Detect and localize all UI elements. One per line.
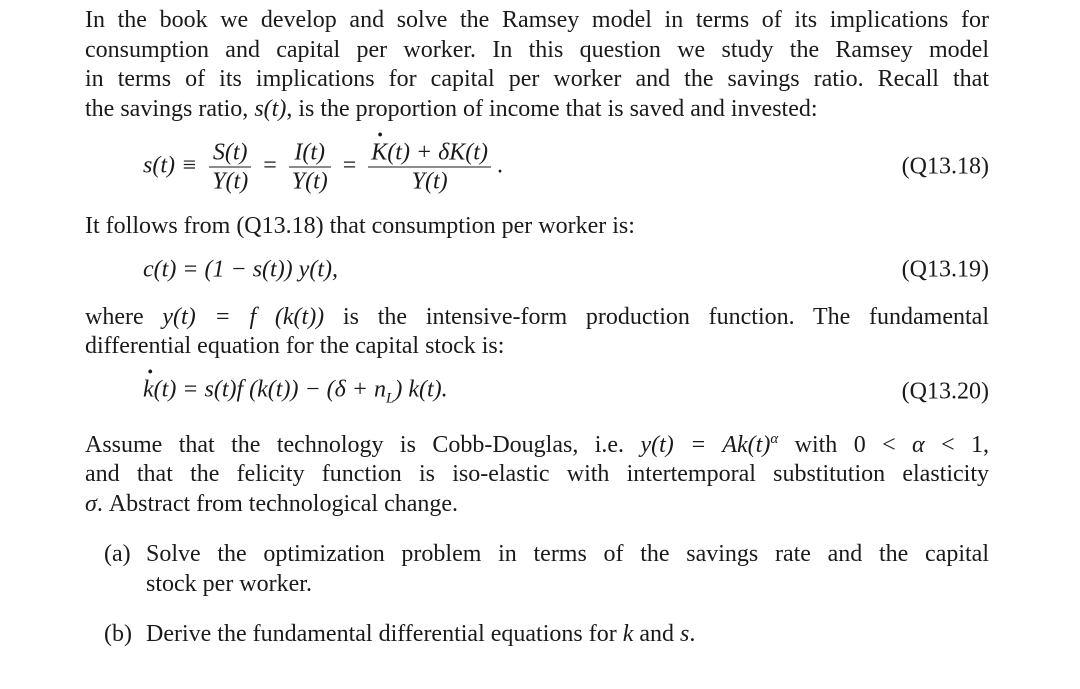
document-page xyxy=(85,6,989,650)
intro-line-3: in terms of its implications for capital per worker and the savings ratio. Recall that xyxy=(85,66,989,92)
follows-paragraph: It follows from (Q13.18) that consumption per worker is: xyxy=(85,213,635,239)
equation-label-q13-19: (Q13.19) xyxy=(901,256,989,282)
equation-label-q13-20: (Q13.20) xyxy=(901,378,989,404)
assume-line-1: Assume that the technology is Cobb-Douglas, i.e. $y(t) = Ak(t)^\alpha$ with 0 < α < 1, xyxy=(85,430,990,458)
k-dot: · K xyxy=(371,139,387,167)
item-label-b: (b) xyxy=(104,621,132,647)
assume-line-2: and that the felicity function is iso-elastic with intertemporal substitution elasticity xyxy=(85,461,989,487)
equation-q13-19: c(t) = (1 − s(t)) y(t), (Q13.19) xyxy=(143,256,989,282)
equals-sign-2: = xyxy=(342,152,357,179)
fraction-i-over-y: $\frac{I(t)}{Y(t)}$ xyxy=(289,139,331,196)
fraction-s-over-y: $\frac{S(t)}{Y(t)}$ xyxy=(209,139,251,196)
equation-label-q13-18: (Q13.18) xyxy=(901,153,989,180)
intro-paragraph xyxy=(85,6,989,124)
intro-line-4: the savings ratio, s(t), is the proportion of income that is saved and invested: xyxy=(85,95,818,122)
item-label-a: (a) xyxy=(104,541,131,567)
equation-q13-18: s(t) ≡ $\frac{S(t)}{Y(t)}$ = $\frac{I(t)}{Y(t)}$ = · $\frac{K(t) + \delta K(t)}{Y(t)}$ . (Q13.18) xyxy=(85,134,989,200)
where-line-1: where y(t) = f (k(t)) is the intensive-form production function. The fundamental xyxy=(85,303,989,330)
question-item-b: (b) Derive the fundamental differential equations for k and s. xyxy=(85,620,989,650)
intro-line-2: consumption and capital per worker. In this question we study the Ramsey model xyxy=(85,36,989,63)
equation-q13-20: · k(t) = s(t)f $(k(t)) - (\delta + n_L)$ k(t). (Q13.20) xyxy=(85,370,989,414)
math-s-t: s(t) xyxy=(254,95,287,122)
fraction-kdot-over-y: · $\frac{K(t) + \delta K(t)}{Y(t)}$ xyxy=(368,139,491,196)
assume-line-3: σ. Abstract from technological change. xyxy=(85,490,459,517)
intro-line-1: In the book we develop and solve the Ramsey model in terms of its implications for xyxy=(85,7,989,33)
where-paragraph xyxy=(85,303,989,362)
where-line-2: differential equation for the capital stock is: xyxy=(85,333,505,359)
question-items xyxy=(85,540,989,650)
eq18-lhs: s(t) ≡ xyxy=(143,152,198,179)
equals-sign-1: = xyxy=(263,152,277,179)
k-dot-20: · k xyxy=(143,376,154,403)
question-item-a: (a) Solve the optimization problem in terms of the savings rate and the capital stock per worker. xyxy=(104,541,989,597)
assume-paragraph xyxy=(85,425,989,520)
